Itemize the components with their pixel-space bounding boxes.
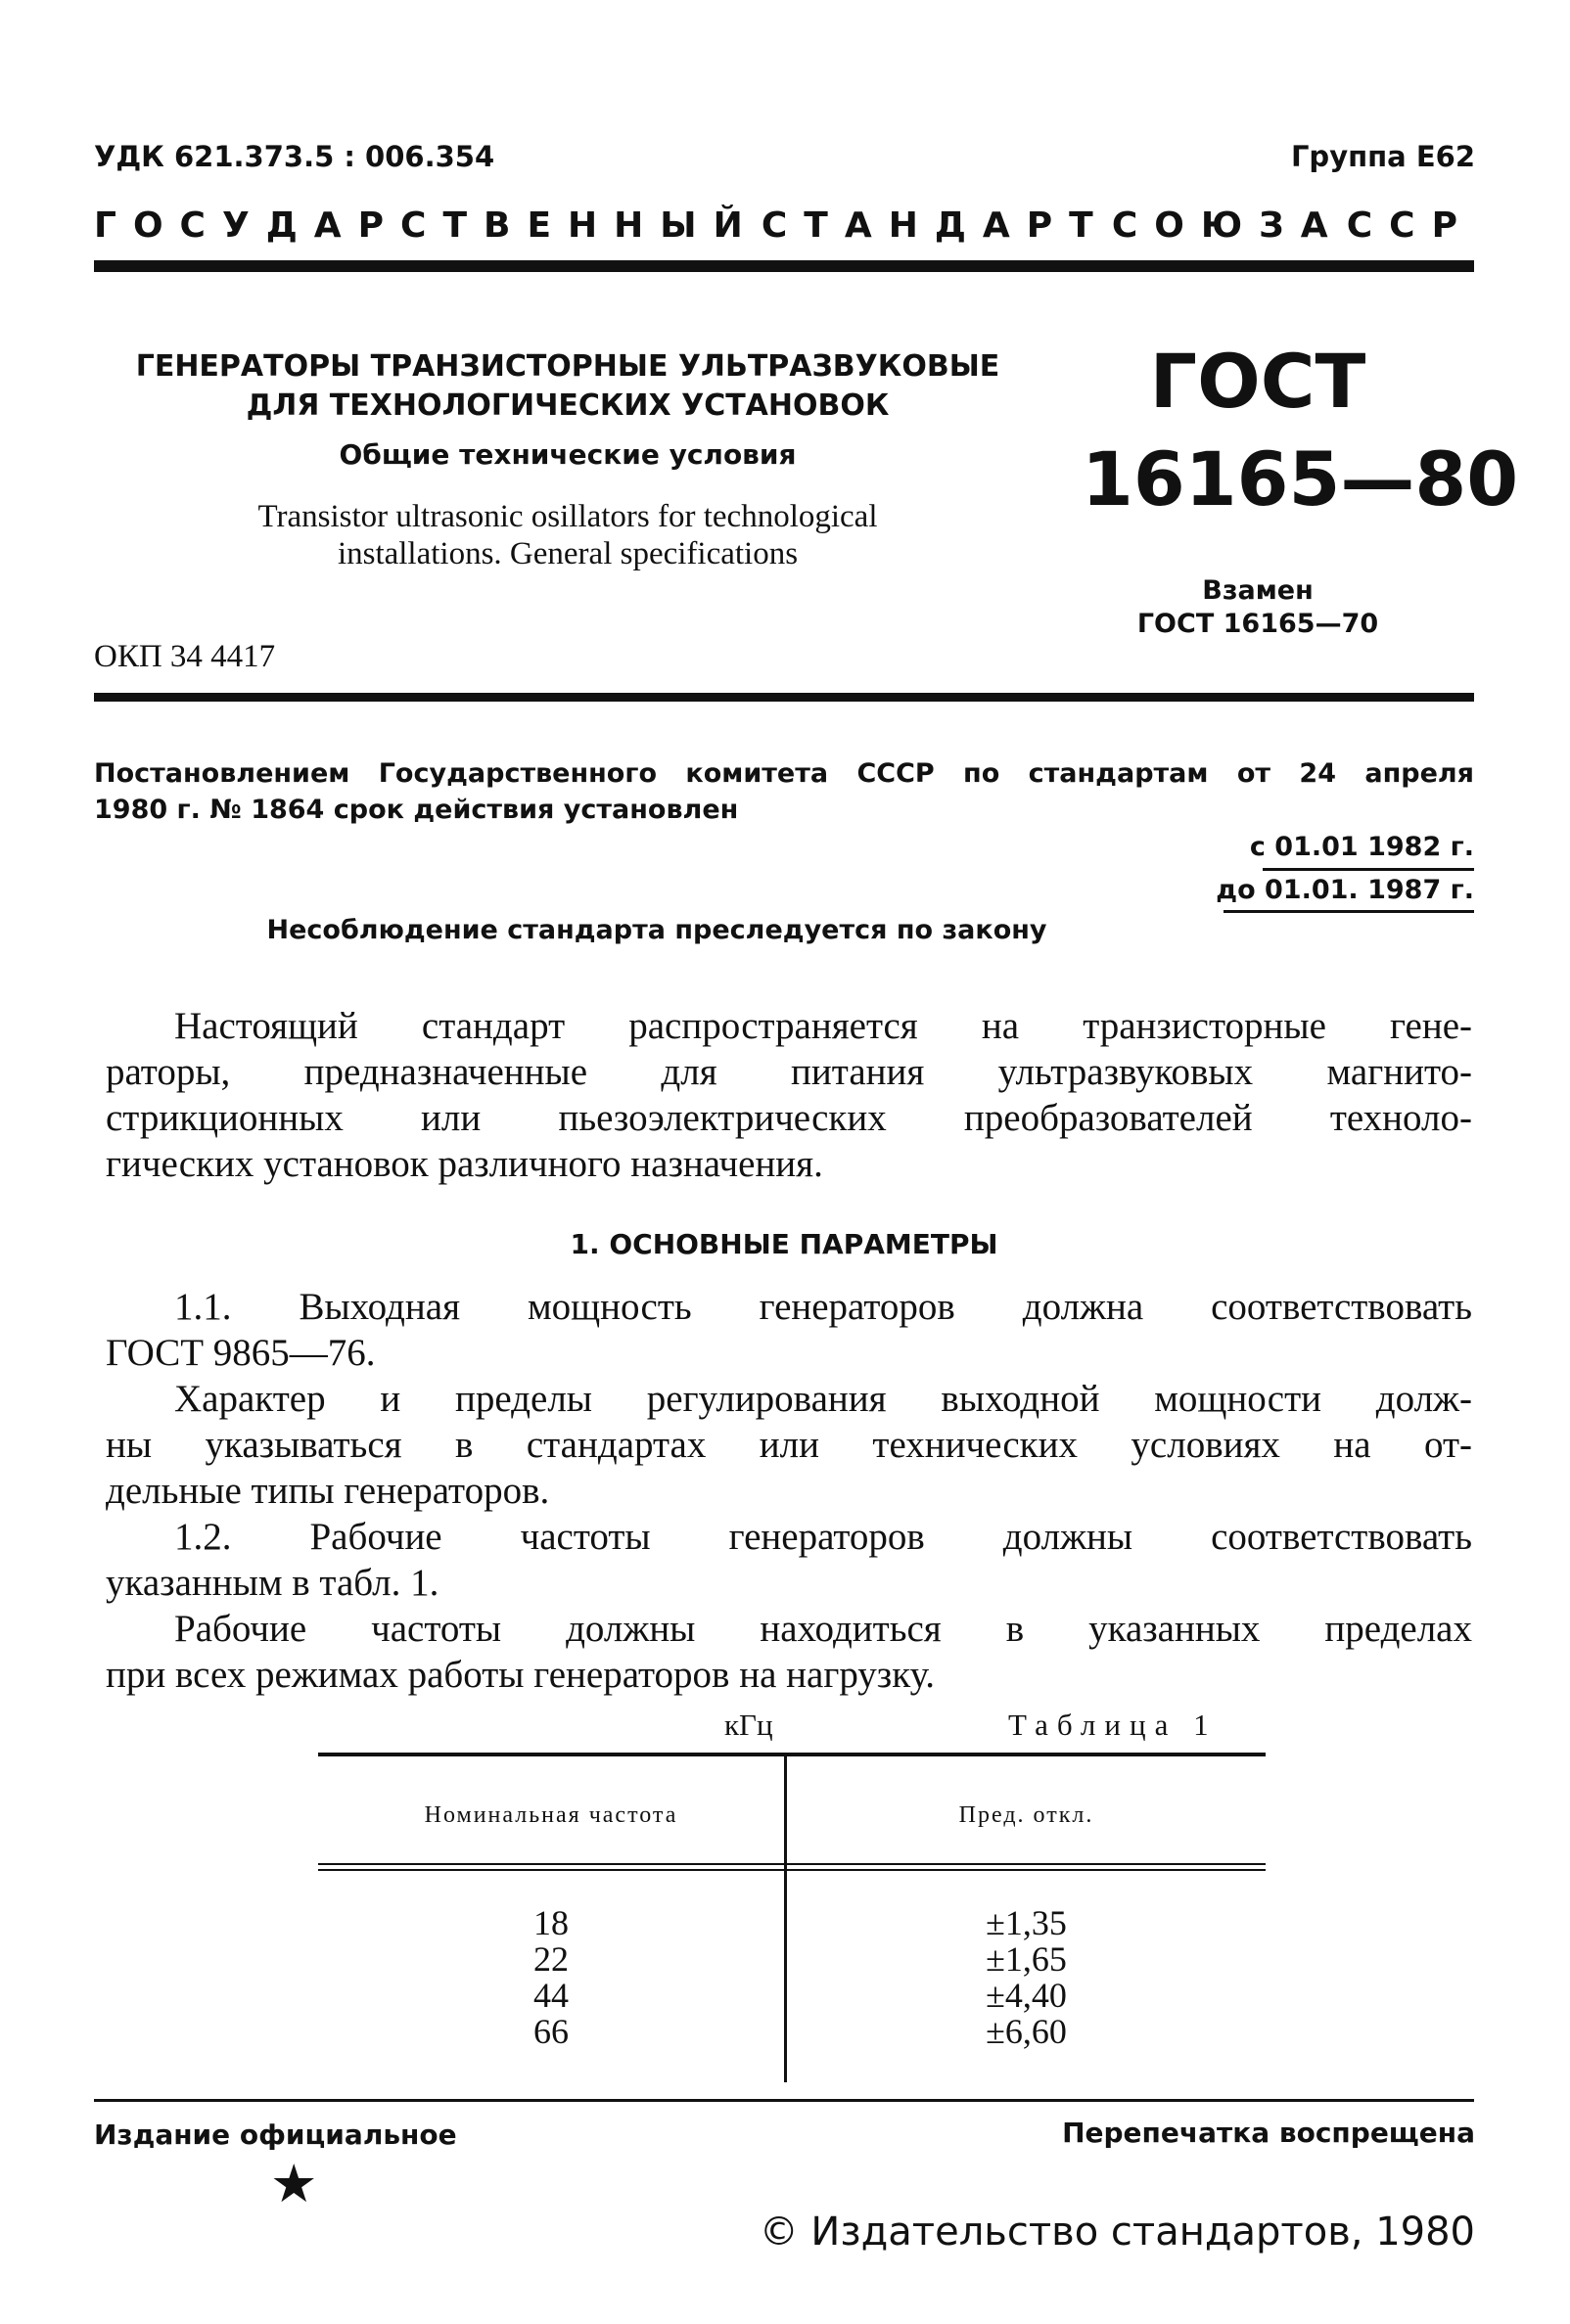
validity-start: с 01.01 1982 г. [1249, 832, 1474, 862]
state-standard-banner [94, 205, 1474, 246]
intro-line-2: раторы, предназначенные для питания ультразвуковых магнито- [106, 1051, 1472, 1093]
column-header-nominal-frequency: Номинальная частота [424, 1802, 678, 1828]
column-header-tolerance: Пред. откл. [958, 1802, 1094, 1828]
title-line-1: ГЕНЕРАТОРЫ ТРАНЗИСТОРНЫЕ УЛЬТРАЗВУКОВЫЕ [135, 349, 1000, 384]
table-row: 22 [533, 1939, 569, 1979]
english-title-line-1: Transistor ultrasonic osillators for technological [257, 499, 878, 534]
para-1-1-line-2: ГОСТ 9865—76. [106, 1332, 376, 1374]
intro-line-3: стрикционных или пьезоэлектрических преобразователей техноло- [106, 1097, 1472, 1139]
para-1-2-line-2: указанным в табл. 1. [106, 1562, 439, 1604]
table-caption: Таблица 1 [1008, 1708, 1218, 1742]
title-line-2: ДЛЯ ТЕХНОЛОГИЧЕСКИХ УСТАНОВОК [246, 388, 890, 423]
table-unit: кГц [724, 1708, 773, 1742]
validity-underline-2 [1224, 910, 1474, 913]
section-heading: 1. ОСНОВНЫЕ ПАРАМЕТРЫ [570, 1228, 998, 1260]
intro-line-1: Настоящий стандарт распространяется на транзисторные гене- [174, 1005, 1472, 1047]
okp-code: ОКП 34 4417 [94, 639, 276, 674]
para-1-1b-line-2: ны указываться в стандартах или технических условиях на от- [106, 1424, 1472, 1466]
decree-line-1: Постановлением Государственного комитета СССР по стандартам от 24 апреля [94, 758, 1474, 789]
gost-label: ГОСТ [1149, 338, 1366, 425]
mid-thick-rule [94, 693, 1474, 702]
banner-word-4: ССР [1346, 205, 1474, 246]
table-header-rule-2 [318, 1869, 1266, 1871]
table-row: ±1,35 [986, 1903, 1067, 1942]
gost-number: 16165—80 [1082, 435, 1519, 523]
replaces-value: ГОСТ 16165—70 [1136, 609, 1379, 639]
noncompliance-notice: Несоблюдение стандарта преследуется по закону [266, 915, 1047, 945]
table-row: 44 [533, 1976, 569, 2015]
copyright-notice: © Издательство стандартов, 1980 [759, 2210, 1475, 2255]
table-row: ±1,65 [986, 1939, 1067, 1979]
table-row: 18 [533, 1903, 569, 1942]
star-icon: ★ [270, 2155, 318, 2213]
replaces-label: Взамен [1202, 575, 1314, 606]
banner-word-1: ГОСУДАРСТВЕННЫЙ [94, 205, 760, 246]
validity-underline-1 [1263, 868, 1474, 871]
banner-word-3: СОЮЗА [1111, 205, 1345, 246]
para-1-1-line-1: 1.1. Выходная мощность генераторов должна соответствовать [174, 1286, 1472, 1328]
table-row: 66 [533, 2012, 569, 2051]
decree-line-2: 1980 г. № 1864 срок действия установлен [94, 795, 739, 825]
english-title-line-2: installations. General specifications [337, 536, 799, 571]
table-row: ±4,40 [986, 1976, 1067, 2015]
reprint-prohibited: Перепечатка воспрещена [1062, 2117, 1475, 2149]
para-1-2b-line-1: Рабочие частоты должны находиться в указанных пределах [174, 1608, 1472, 1650]
title-subtitle: Общие технические условия [339, 438, 797, 471]
para-1-2-line-1: 1.2. Рабочие частоты генераторов должны соответствовать [174, 1516, 1472, 1558]
official-edition: Издание официальное [94, 2119, 457, 2151]
para-1-1b-line-3: дельные типы генераторов. [106, 1470, 550, 1512]
table-row: ±6,60 [986, 2012, 1067, 2051]
banner-word-2: СТАНДАРТ [761, 205, 1110, 246]
intro-line-4: гических установок различного назначения. [106, 1143, 823, 1185]
udk-code: УДК 621.373.5 : 006.354 [94, 140, 495, 173]
footer-rule [94, 2099, 1474, 2102]
table-header-rule-1 [318, 1863, 1266, 1865]
para-1-1b-line-1: Характер и пределы регулирования выходной мощности долж- [174, 1378, 1472, 1420]
top-thick-rule [94, 260, 1474, 272]
para-1-2b-line-2: при всех режимах работы генераторов на нагрузку. [106, 1654, 935, 1696]
group-code: Группа Е62 [1290, 140, 1475, 173]
validity-end: до 01.01. 1987 г. [1216, 875, 1474, 905]
table-top-rule [318, 1753, 1266, 1756]
